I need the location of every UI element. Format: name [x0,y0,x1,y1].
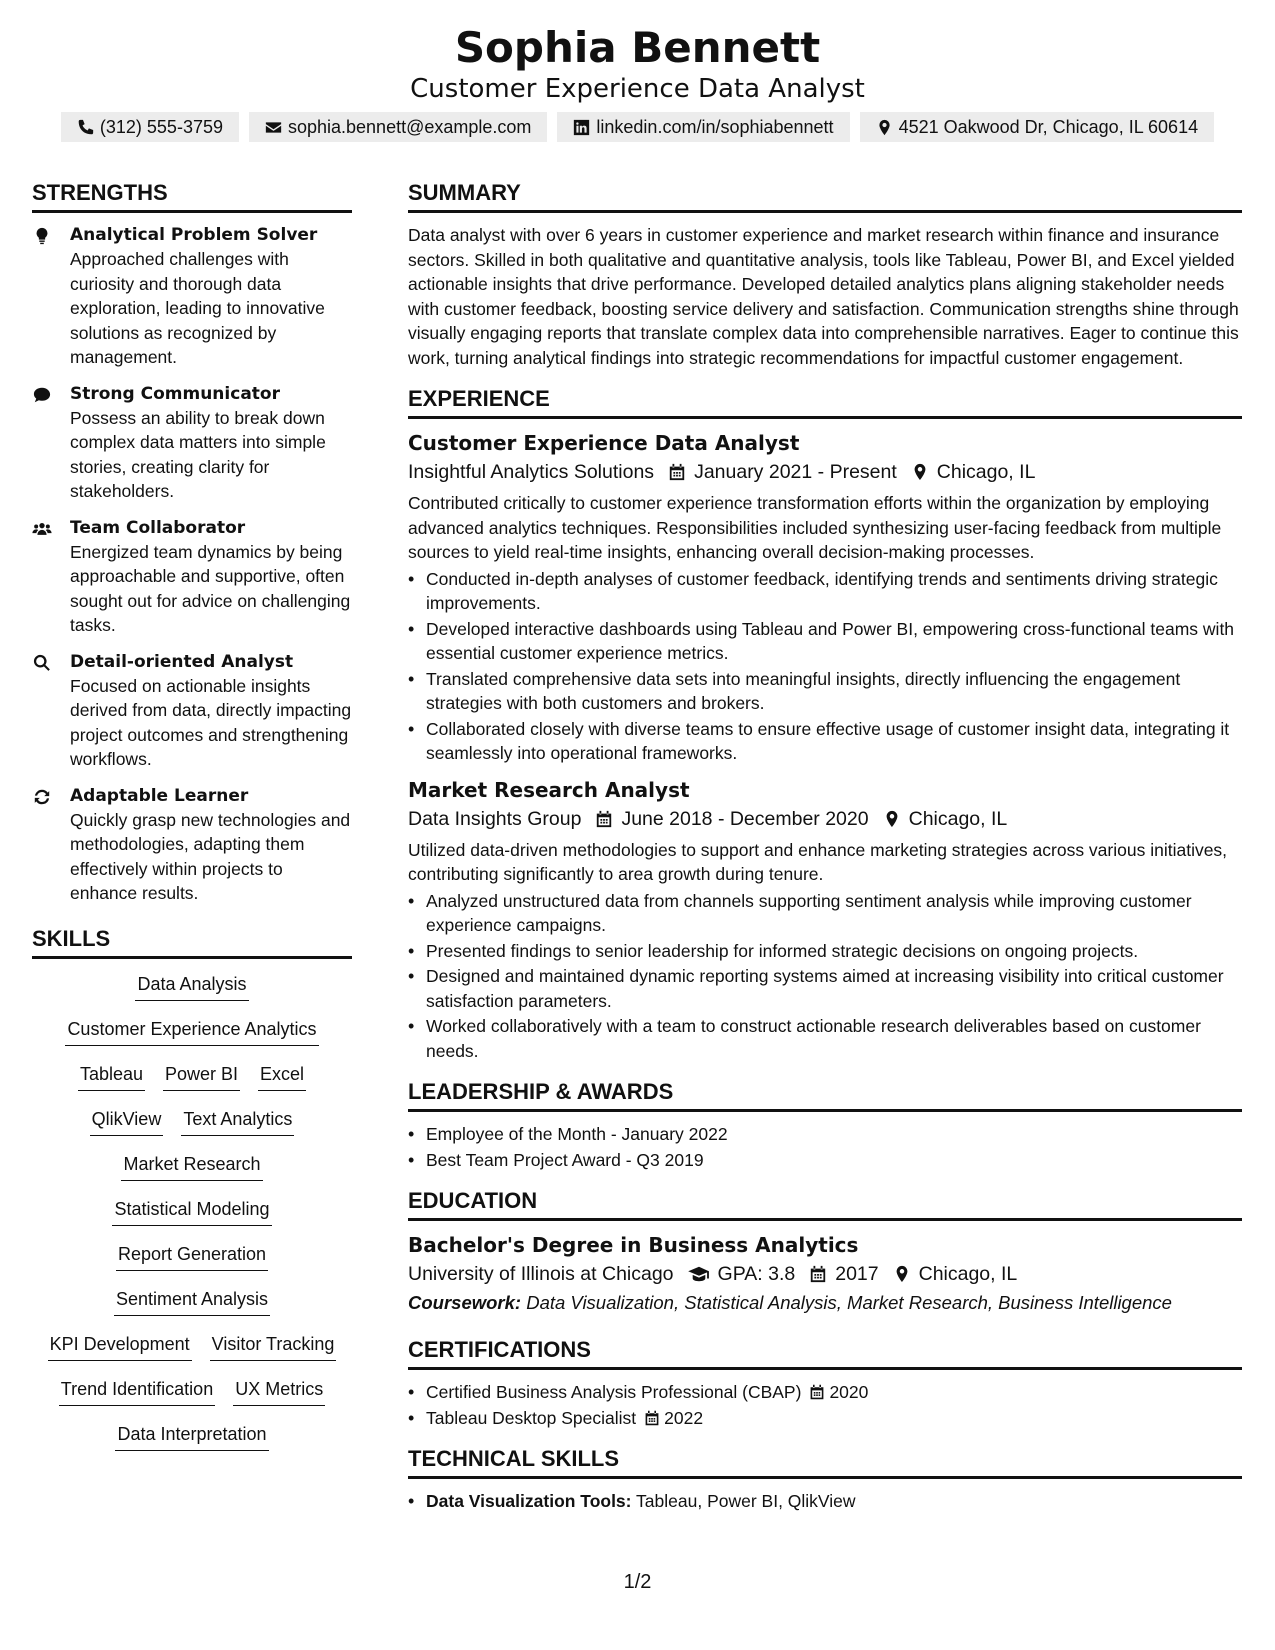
users-icon [32,520,52,538]
right-column [408,178,1242,1515]
skill-tag: Excel [258,1061,306,1091]
skill-tag: QlikView [90,1106,164,1136]
skill-tag: UX Metrics [233,1376,325,1406]
job-description: Utilized data-driven methodologies to support and enhance marketing strategies across various initiatives, contributing significantly to area growth during tenure. [408,839,1228,884]
list-item [408,1489,1242,1514]
list-item: • Presented findings to senior leadership for informed strategic decisions on ongoing projects. [408,939,1242,964]
gpa: GPA: 3.8 [717,1263,796,1285]
strength-description: Possess an ability to break down complex data matters into simple stories, creating clarity for stakeholders. [70,407,326,501]
job-bullets [408,889,1242,1064]
skill-tag: Customer Experience Analytics [65,1016,318,1046]
strength-title: Team Collaborator [70,517,246,538]
calendar-icon [809,1384,825,1400]
certification-year: 2020 [829,1382,869,1402]
contact-address[interactable] [860,112,1215,142]
education-heading: EDUCATION [408,1186,1242,1221]
skill-tag: Report Generation [116,1241,268,1271]
contact-linkedin[interactable] [557,112,849,142]
job-meta [408,804,1242,834]
address-text: 4521 Oakwood Dr, Chicago, IL 60614 [898,117,1199,137]
certifications-list [408,1380,1242,1430]
skill-row [32,1331,352,1376]
strength-title: Strong Communicator [70,383,280,404]
summary-text: Data analyst with over 6 years in customer experience and market research within finance and insurance sectors. Skilled in both qualitative and quantitative analysis, tools like Tableau, Power BI, and Excel yielded actionable insights that drive performance. Developed detailed analytics plans aligning stakeholder needs with customer feedback, boosting service delivery and satisfaction. Communication strengths shine through visually engaging reports that translate complex data into comprehensible narratives. Eager to continue this work, turning analytical findings into strategic recommendations for impactful customer engagement. [408,225,1239,368]
strengths-heading: STRENGTHS [32,178,352,213]
skills-heading: SKILLS [32,924,352,959]
contact-phone[interactable] [61,112,239,142]
list-item: • Designed and maintained dynamic reporting systems aimed at increasing visibility into critical customer satisfaction parameters. [408,964,1242,1013]
linkedin-text: linkedin.com/in/sophiabennett [596,117,834,137]
skill-row [32,1241,352,1286]
skills-list [32,971,352,1466]
skill-tag: Market Research [121,1151,262,1181]
contact-email[interactable] [249,112,547,142]
candidate-title: Customer Experience Data Analyst [410,74,865,104]
education-meta [408,1259,1242,1289]
list-item: • Worked collaboratively with a team to construct actionable research deliverables based on customer needs. [408,1014,1242,1063]
location-pin-icon [911,463,929,481]
strength-title: Detail-oriented Analyst [70,651,294,672]
calendar-icon [644,1410,660,1426]
list-item [408,1380,1242,1405]
list-item: • Translated comprehensive data sets into meaningful insights, directly influencing the engagement strategies with both customers and brokers. [408,667,1242,716]
refresh-icon [32,788,52,806]
leadership-heading: LEADERSHIP & AWARDS [408,1077,1242,1112]
coursework-text: Data Visualization, Statistical Analysis, Market Research, Business Intelligence [526,1292,1172,1313]
strength-title: Analytical Problem Solver [70,225,318,245]
skill-tag: Trend Identification [59,1376,215,1406]
job-company: Insightful Analytics Solutions [408,461,655,483]
skill-tag: Power BI [163,1061,240,1091]
graduation-cap-icon [688,1265,710,1283]
skill-row [32,971,352,1016]
skill-tag: Data Interpretation [115,1421,268,1451]
calendar-icon [809,1265,827,1283]
speech-bubble-icon [32,386,52,404]
job-dates: June 2018 - December 2020 [621,807,869,830]
list-item [408,1406,1242,1431]
school-name: University of Illinois at Chicago [408,1263,674,1285]
job-entry [408,429,1242,766]
list-item: • Employee of the Month - January 2022 [408,1122,1242,1147]
experience-heading: EXPERIENCE [408,384,1242,419]
strength-item [32,223,352,370]
skill-tag: Visitor Tracking [210,1331,337,1361]
skill-tag: Data Analysis [135,971,248,1001]
degree-title: Bachelor's Degree in Business Analytics [408,1233,859,1257]
skill-row [32,1106,352,1151]
strength-description: Quickly grasp new technologies and methodologies, adapting them effectively within projects to enhance results. [70,809,351,903]
job-company: Data Insights Group [408,807,582,830]
list-item: • Best Team Project Award - Q3 2019 [408,1148,1242,1173]
list-item: • Conducted in-depth analyses of customer feedback, identifying trends and sentiments driving strategic improvements. [408,567,1242,616]
phone-text: (312) 555-3759 [99,117,223,137]
job-title: Customer Experience Data Analyst [408,431,800,455]
skill-row [32,1286,352,1331]
tech-skill-label: Data Visualization Tools: [426,1491,632,1511]
search-icon [32,654,52,672]
job-location: Chicago, IL [936,461,1036,483]
envelope-icon [265,119,282,136]
skill-row [32,1421,352,1466]
left-column [32,178,352,1466]
calendar-icon [668,463,686,481]
job-dates: January 2021 - Present [694,461,897,483]
lightbulb-icon [32,227,52,245]
skill-row [32,1151,352,1196]
location-pin-icon [893,1265,911,1283]
linkedin-icon [573,119,590,136]
certifications-heading: CERTIFICATIONS [408,1335,1242,1370]
job-meta [408,457,1242,487]
technical-skills-heading: TECHNICAL SKILLS [408,1444,1242,1479]
location-pin-icon [883,810,901,828]
job-description: Contributed critically to customer experience transformation efforts within the organization by employing advanced analytics techniques. Responsibilities included synthesizing user-facing feedback from multiple sources to yield real-time insights, enhancing overall decision-making processes. [408,493,1222,562]
resume-header [0,22,1275,142]
graduation-year: 2017 [835,1263,879,1285]
job-title: Market Research Analyst [408,777,690,802]
list-item: • Collaborated closely with diverse teams to ensure effective usage of customer insight data, integrating it seamlessly into operational frameworks. [408,717,1242,766]
summary-heading: SUMMARY [408,178,1242,213]
strength-description: Focused on actionable insights derived from data, directly impacting project outcomes and strengthening workflows. [70,675,352,769]
contact-bar [0,112,1275,142]
certification-year: 2022 [664,1407,704,1428]
skill-row [32,1016,352,1061]
strength-item [32,382,352,504]
strength-item [32,650,352,772]
skill-tag: Text Analytics [181,1106,294,1136]
email-text: sophia.bennett@example.com [287,117,532,137]
list-item: • Developed interactive dashboards using Tableau and Power BI, empowering cross-functional teams with essential customer experience metrics. [408,617,1242,666]
skill-tag: Tableau [78,1061,145,1091]
job-bullets [408,567,1242,766]
job-location: Chicago, IL [908,807,1008,830]
location-pin-icon [876,119,893,136]
skill-row [32,1196,352,1241]
strength-item [32,784,352,906]
candidate-name: Sophia Bennett [454,23,821,72]
coursework-label: Coursework: [408,1292,522,1313]
job-entry [408,776,1242,1064]
skill-tag: Statistical Modeling [112,1196,271,1226]
skill-row [32,1061,352,1106]
strength-description: Approached challenges with curiosity and thorough data exploration, leading to innovative solutions as recognized by management. [70,249,325,367]
skill-row [32,1376,352,1421]
phone-icon [77,119,94,136]
technical-skills-list [408,1489,1242,1514]
tech-skill-value: Tableau, Power BI, QlikView [636,1491,856,1511]
calendar-icon [595,810,613,828]
list-item: • Analyzed unstructured data from channels supporting sentiment analysis while improving customer experience campaigns. [408,889,1242,938]
education-location: Chicago, IL [918,1263,1018,1285]
leadership-list [408,1122,1242,1172]
strength-description: Energized team dynamics by being approachable and supportive, often sought out for advice on challenging tasks. [70,541,351,635]
page-number: 1/2 [623,1571,652,1593]
coursework [408,1289,1242,1317]
skill-tag: KPI Development [48,1331,192,1361]
skill-tag: Sentiment Analysis [114,1286,270,1316]
certification-name: Tableau Desktop Specialist [426,1407,637,1428]
strength-title: Adaptable Learner [70,785,249,806]
strength-item [32,516,352,638]
certification-name: Certified Business Analysis Professional (CBAP) [426,1382,802,1402]
